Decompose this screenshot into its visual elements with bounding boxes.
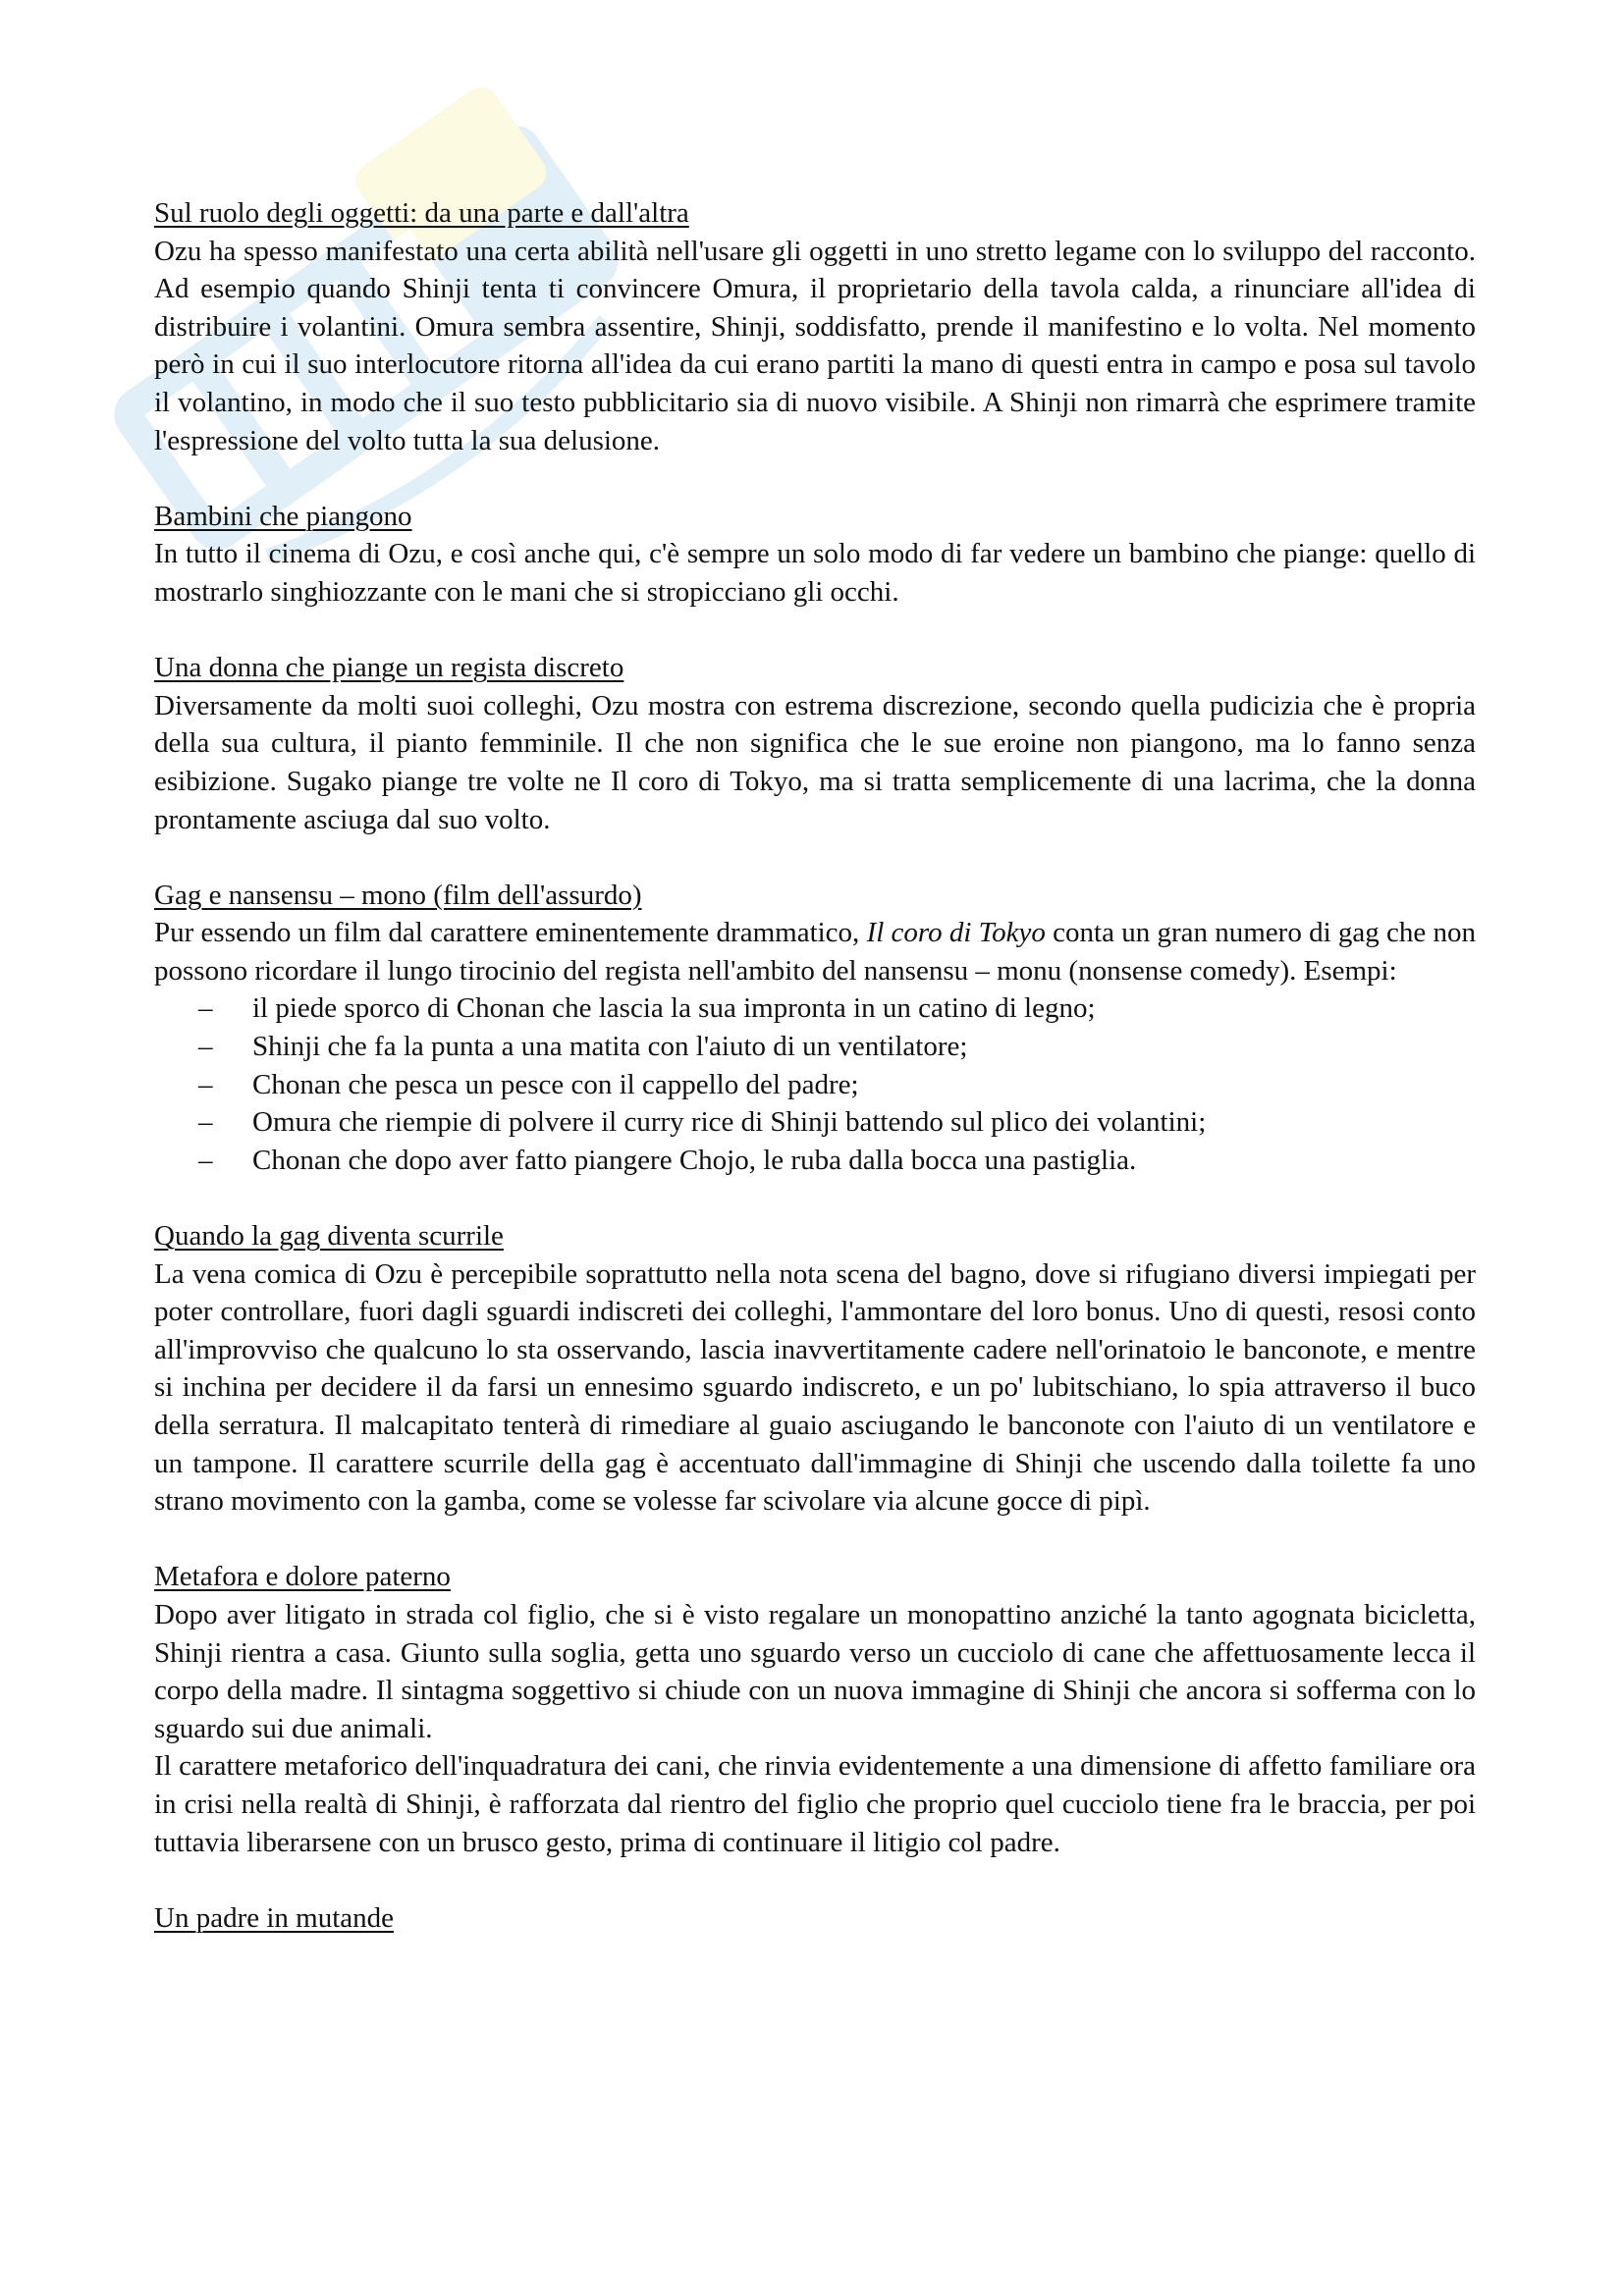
list-item: – Chonan che dopo aver fatto piangere Chojo, le ruba dalla bocca una pastiglia. — [252, 1142, 1476, 1180]
section-paragraph: Dopo aver litigato in strada col figlio, che si è visto regalare un monopattino anziché la tanto agognata bicicletta, Shinji rientra a casa. Giunto sulla soglia, getta uno sguardo verso un cucciolo di cane che affettuosamente lecca il corpo della madre. Il sintagma soggettivo si chiude con un nuova immagine di Shinji che ancora si sofferma con lo sguardo sui due animali. — [154, 1598, 1476, 1744]
section-paragraph: La vena comica di Ozu è percepibile soprattutto nella nota scena del bagno, dove si rifugiano diversi impiegati per poter controllare, fuori dagli sguardi indiscreti dei colleghi, l'ammontare del loro bonus. Uno di questi, resosi conto all'improvviso che qualcuno lo sta osservando, lascia inavvertitamente cadere nell'orinatoio le banconote, e mentre si inchina per decidere il da farsi un ennesimo sguardo indiscreto, e un po' lubitschiano, lo spia attraverso il buco della serratura. Il malcapitato tenterà di rimediare al guaio asciugando le banconote con l'aiuto di un ventilatore e un tampone. Il carattere scurrile della gag è accentuato dall'immagine di Shinji che uscendo dalla toilette fa uno strano movimento con la gamba, come se volesse far scivolare via alcune gocce di pipì. — [154, 1257, 1476, 1518]
document-page — [154, 194, 1476, 1975]
section-heading: Sul ruolo degli oggetti: da una parte e dall'altra — [154, 197, 689, 229]
section-heading: Quando la gag diventa scurrile — [154, 1220, 504, 1253]
film-title: Il coro di Tokyo — [866, 917, 1046, 949]
section-paragraph: Il carattere metaforico dell'inquadratura dei cani, che rinvia evidentemente a una dimensione di affetto familiare ora in crisi nella realtà di Shinji, è rafforzata dal rientro del figlio che proprio quel cucciolo tiene fra le braccia, per poi tuttavia liberarsene con un brusco gesto, prima di continuare il litigio col padre. — [154, 1750, 1476, 1858]
section-scurrile — [154, 1217, 1476, 1521]
intro-text: conta un gran numero di gag che non possono ricordare il lungo tirocinio del regista nell'ambito del nansensu – monu (nonsense comedy). Esempi: — [154, 917, 1476, 987]
section-metafora — [154, 1558, 1476, 1861]
section-oggetti — [154, 194, 1476, 459]
list-item: – Shinji che fa la punta a una matita con l'aiuto di un ventilatore; — [252, 1028, 1476, 1066]
section-donna — [154, 649, 1476, 838]
section-gag — [154, 877, 1476, 1180]
section-heading: Gag e nansensu – mono (film dell'assurdo) — [154, 879, 642, 911]
examples-list — [154, 989, 1476, 1179]
section-heading: Un padre in mutande — [154, 1901, 395, 1934]
list-item: – Chonan che pesca un pesce con il cappello del padre; — [252, 1066, 1476, 1104]
section-paragraph: In tutto il cinema di Ozu, e così anche qui, c'è sempre un solo modo di far vedere un bambino che piange: quello di mostrarlo singhiozzante con le mani che si stropicciano gli occhi. — [154, 538, 1476, 608]
list-item: – Omura che riempie di polvere il curry rice di Shinji battendo sul plico dei volantini; — [252, 1103, 1476, 1142]
section-heading: Bambini che piangono — [154, 500, 412, 532]
intro-text: Pur essendo un film dal carattere eminentemente drammatico, — [154, 917, 867, 949]
section-bambini — [154, 498, 1476, 612]
section-paragraph: Diversamente da molti suoi colleghi, Ozu mostra con estrema discrezione, secondo quella pudicizia che è propria della sua cultura, il pianto femminile. Il che non significa che le sue eroine non piangono, ma lo fanno senza esibizione. Sugako piange tre volte ne Il coro di Tokyo, ma si tratta semplicemente di una lacrima, che la donna prontamente asciuga dal suo volto. — [154, 689, 1476, 835]
section-paragraph: Ozu ha spesso manifestato una certa abilità nell'usare gli oggetti in uno stretto legame con lo sviluppo del racconto. Ad esempio quando Shinji tenta ti convincere Omura, il proprietario della tavola calda, a rinunciare all'idea di distribuire i volantini. Omura sembra assentire, Shinji, soddisfatto, prende il manifestino e lo volta. Nel momento però in cui il suo interlocutore ritorna all'idea da cui erano partiti la mano di questi entra in campo e posa sul tavolo il volantino, in modo che il suo testo pubblicitario sia di nuovo visibile. A Shinji non rimarrà che esprimere tramite l'espressione del volto tutta la sua delusione. — [154, 235, 1476, 456]
section-paragraph — [154, 914, 1476, 989]
section-padre — [154, 1899, 1476, 1938]
section-heading: Metafora e dolore paterno — [154, 1561, 451, 1593]
list-item: – il piede sporco di Chonan che lascia la sua impronta in un catino di legno; — [252, 989, 1476, 1028]
section-heading: Una donna che piange un regista discreto — [154, 652, 624, 684]
